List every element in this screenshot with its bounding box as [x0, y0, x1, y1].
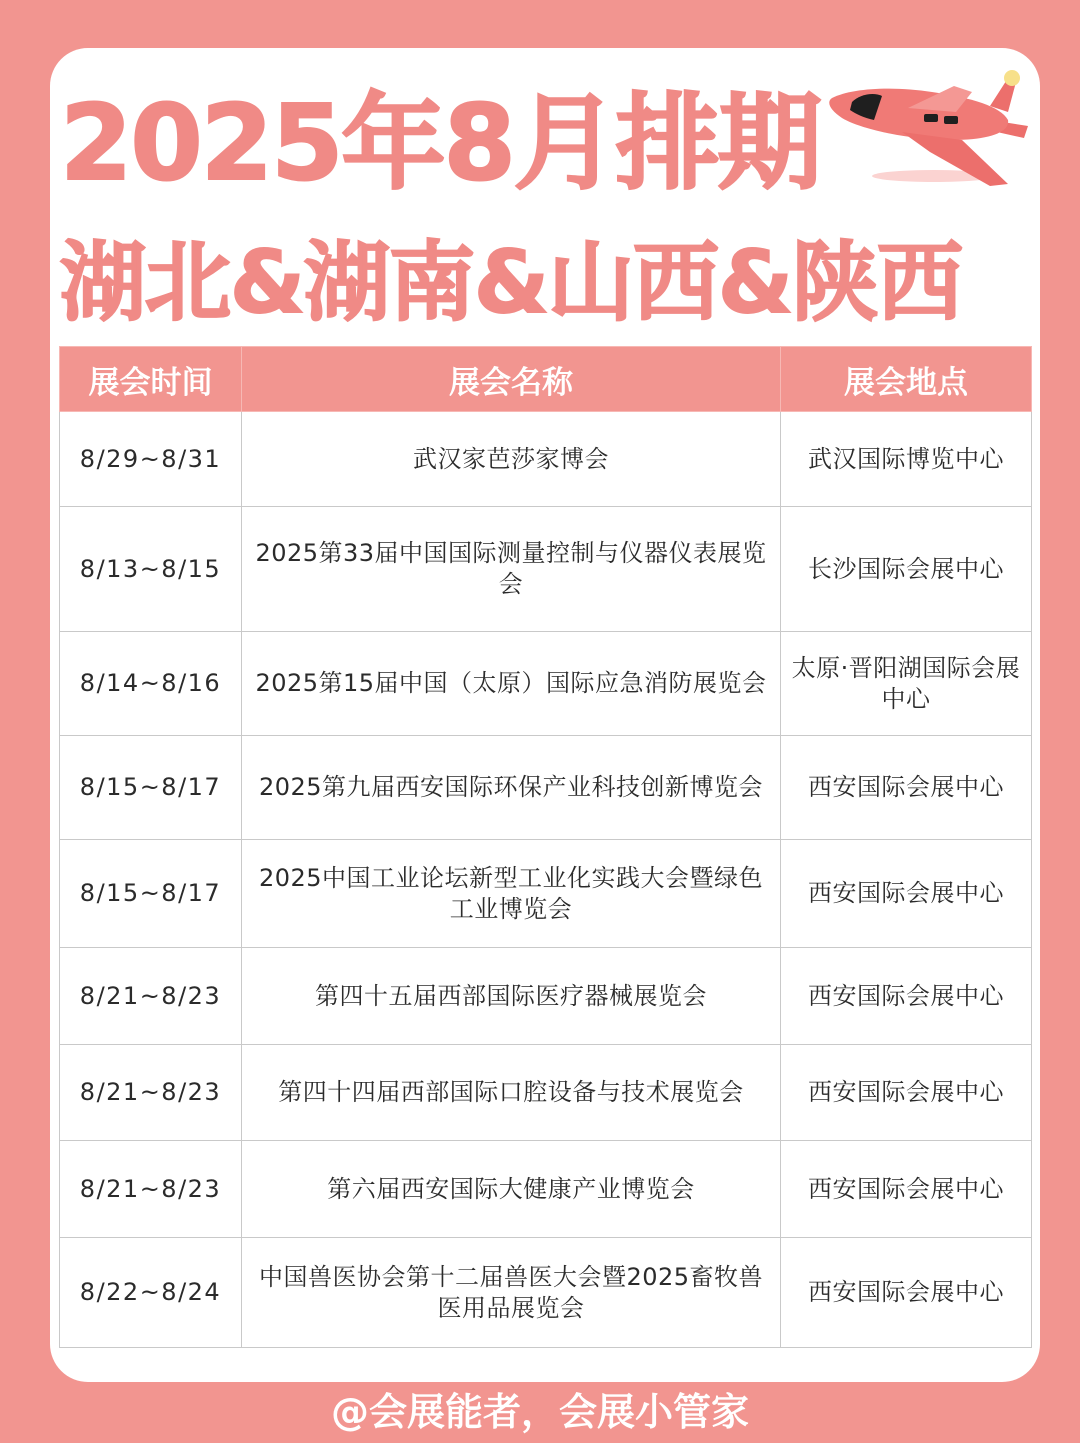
- exhibition-date: 8/21~8/23: [60, 1141, 242, 1238]
- exhibition-name: 2025第九届西安国际环保产业科技创新博览会: [242, 736, 781, 840]
- footer-credit: @会展能者，会展小管家: [330, 1390, 749, 1434]
- exhibition-date: 8/14~8/16: [60, 632, 242, 736]
- exhibition-date: 8/29~8/31: [60, 412, 242, 507]
- exhibition-date: 8/21~8/23: [60, 1045, 242, 1141]
- exhibition-schedule-table: [59, 346, 1032, 1348]
- exhibition-date: 8/15~8/17: [60, 736, 242, 840]
- exhibition-name: 第四十四届西部国际口腔设备与技术展览会: [242, 1045, 781, 1141]
- column-header-name: 展会名称: [242, 347, 781, 412]
- table-row: [60, 632, 1032, 736]
- exhibition-name: 2025第33届中国国际测量控制与仪器仪表展览会: [242, 507, 781, 632]
- exhibition-name: 中国兽医协会第十二届兽医大会暨2025畜牧兽医用品展览会: [242, 1238, 781, 1348]
- exhibition-venue: 西安国际会展中心: [781, 948, 1032, 1045]
- table-row: [60, 412, 1032, 507]
- exhibition-date: 8/21~8/23: [60, 948, 242, 1045]
- column-header-date: 展会时间: [60, 347, 242, 412]
- exhibition-venue: 武汉国际博览中心: [781, 412, 1032, 507]
- exhibition-name: 武汉家芭莎家博会: [242, 412, 781, 507]
- table-header-row: [60, 347, 1032, 412]
- exhibition-venue: 西安国际会展中心: [781, 840, 1032, 948]
- page-subtitle-regions: 湖北&湖南&山西&陕西: [60, 233, 962, 333]
- exhibition-date: 8/13~8/15: [60, 507, 242, 632]
- table-row: [60, 507, 1032, 632]
- exhibition-venue: 西安国际会展中心: [781, 1141, 1032, 1238]
- exhibition-name: 2025第15届中国（太原）国际应急消防展览会: [242, 632, 781, 736]
- exhibition-venue: 西安国际会展中心: [781, 736, 1032, 840]
- table-row: [60, 736, 1032, 840]
- exhibition-venue: 西安国际会展中心: [781, 1045, 1032, 1141]
- exhibition-name: 第四十五届西部国际医疗器械展览会: [242, 948, 781, 1045]
- exhibition-venue: 长沙国际会展中心: [781, 507, 1032, 632]
- exhibition-date: 8/15~8/17: [60, 840, 242, 948]
- page-title: 2025年8月排期: [60, 82, 820, 204]
- table-row: [60, 1141, 1032, 1238]
- table-row: [60, 840, 1032, 948]
- airplane-icon: [822, 68, 1036, 192]
- exhibition-name: 2025中国工业论坛新型工业化实践大会暨绿色工业博览会: [242, 840, 781, 948]
- exhibition-venue: 太原·晋阳湖国际会展中心: [781, 632, 1032, 736]
- exhibition-name: 第六届西安国际大健康产业博览会: [242, 1141, 781, 1238]
- table-row: [60, 1238, 1032, 1348]
- column-header-venue: 展会地点: [781, 347, 1032, 412]
- table-row: [60, 1045, 1032, 1141]
- table-row: [60, 948, 1032, 1045]
- exhibition-date: 8/22~8/24: [60, 1238, 242, 1348]
- exhibition-venue: 西安国际会展中心: [781, 1238, 1032, 1348]
